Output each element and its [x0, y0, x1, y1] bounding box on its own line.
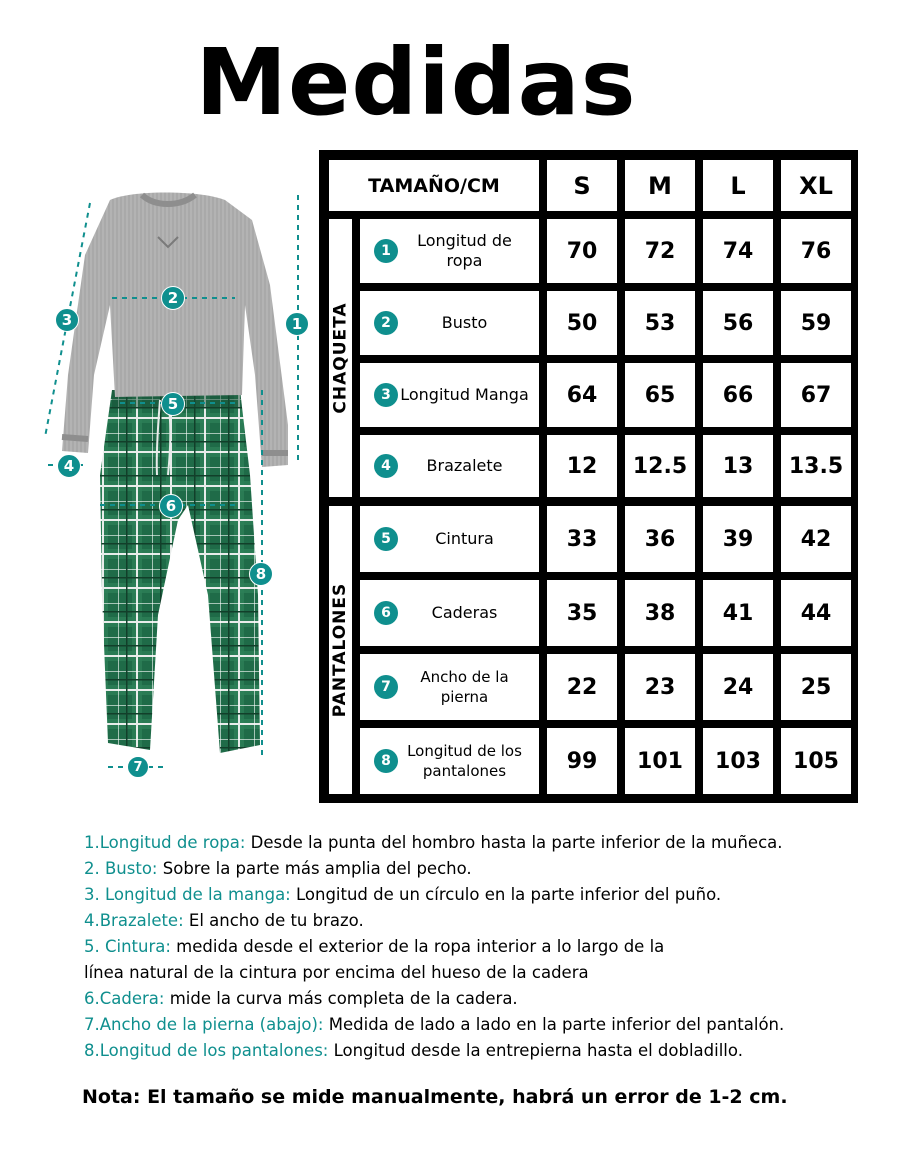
value-cell: 50	[547, 291, 617, 355]
badge-1-icon: 1	[285, 312, 309, 336]
note-line	[84, 960, 884, 986]
note-text: El ancho de tu brazo.	[183, 911, 364, 930]
row-label: Ancho de la pierna	[420, 668, 509, 706]
badge-3-icon: 3	[55, 308, 79, 332]
section-chaqueta	[329, 219, 352, 497]
value-cell: 70	[547, 219, 617, 283]
badge-2-icon: 2	[161, 286, 185, 310]
pajama-illustration	[30, 175, 320, 795]
value-cell: 101	[625, 728, 695, 794]
badge-4-icon: 4	[57, 454, 81, 478]
row-label: Longitud Manga	[400, 385, 529, 404]
row-label-cell	[360, 728, 539, 794]
note-term: 7.Ancho de la pierna (abajo):	[84, 1015, 324, 1034]
value-cell: 64	[547, 363, 617, 427]
row-badge-3-icon: 3	[374, 383, 398, 407]
note-term: 1.Longitud de ropa:	[84, 833, 246, 852]
row-label-cell	[360, 363, 539, 427]
header-size-xl: XL	[781, 160, 851, 211]
measurement-notes	[84, 830, 884, 1064]
row-label-cell	[360, 291, 539, 355]
note-term: 4.Brazalete:	[84, 911, 184, 930]
value-cell: 12.5	[625, 435, 695, 497]
value-cell: 56	[703, 291, 773, 355]
badge-7-icon: 7	[127, 756, 149, 778]
header-size-label: TAMAÑO/CM	[329, 160, 539, 211]
value-cell: 105	[781, 728, 851, 794]
note-text: línea natural de la cintura por encima del hueso de la cadera	[84, 963, 589, 982]
section-pantalones-label: PANTALONES	[330, 582, 351, 718]
badge-6-icon: 6	[159, 494, 183, 518]
value-cell: 22	[547, 654, 617, 720]
size-table	[319, 150, 858, 803]
row-label-cell	[360, 580, 539, 646]
note-term: 3. Longitud de la manga:	[84, 885, 291, 904]
badge-8-icon: 8	[249, 562, 273, 586]
value-cell: 39	[703, 506, 773, 572]
value-cell: 12	[547, 435, 617, 497]
note-line	[84, 1038, 884, 1064]
note-text: Longitud de un círculo en la parte inferior del puño.	[290, 885, 722, 904]
row-badge-7-icon: 7	[374, 675, 398, 699]
note-text: medida desde el exterior de la ropa interior a lo largo de la	[170, 937, 665, 956]
value-cell: 65	[625, 363, 695, 427]
value-cell: 24	[703, 654, 773, 720]
row-badge-6-icon: 6	[374, 601, 398, 625]
note-term: 6.Cadera:	[84, 989, 165, 1008]
note-line	[84, 934, 884, 960]
row-label-cell	[360, 506, 539, 572]
row-label: Brazalete	[426, 456, 503, 475]
value-cell: 74	[703, 219, 773, 283]
note-term: 2. Busto:	[84, 859, 158, 878]
note-line	[84, 830, 884, 856]
section-chaqueta-label: CHAQUETA	[330, 302, 351, 414]
note-line	[84, 986, 884, 1012]
badge-5-icon: 5	[161, 392, 185, 416]
row-badge-1-icon: 1	[374, 239, 398, 263]
value-cell: 13.5	[781, 435, 851, 497]
note-text: Sobre la parte más amplia del pecho.	[157, 859, 472, 878]
value-cell: 33	[547, 506, 617, 572]
note-line	[84, 1012, 884, 1038]
row-badge-5-icon: 5	[374, 527, 398, 551]
pajama-figure	[30, 175, 320, 795]
row-label: Longitud de ropa	[417, 231, 512, 270]
value-cell: 23	[625, 654, 695, 720]
error-note: Nota: El tamaño se mide manualmente, habrá un error de 1-2 cm.	[82, 1086, 788, 1108]
row-label: Busto	[441, 313, 488, 332]
row-label-cell	[360, 435, 539, 497]
value-cell: 59	[781, 291, 851, 355]
note-line	[84, 908, 884, 934]
value-cell: 41	[703, 580, 773, 646]
value-cell: 25	[781, 654, 851, 720]
section-pantalones	[329, 506, 352, 794]
note-line	[84, 882, 884, 908]
value-cell: 67	[781, 363, 851, 427]
page-title: Medidas	[195, 29, 637, 136]
value-cell: 103	[703, 728, 773, 794]
note-term: 8.Longitud de los pantalones:	[84, 1041, 329, 1060]
value-cell: 66	[703, 363, 773, 427]
row-badge-2-icon: 2	[374, 311, 398, 335]
value-cell: 53	[625, 291, 695, 355]
value-cell: 38	[625, 580, 695, 646]
note-line	[84, 856, 884, 882]
note-text: mide la curva más completa de la cadera.	[164, 989, 518, 1008]
value-cell: 99	[547, 728, 617, 794]
header-size-s: S	[547, 160, 617, 211]
row-label: Longitud de los pantalones	[407, 742, 522, 780]
header-size-m: M	[625, 160, 695, 211]
note-text: Desde la punta del hombro hasta la parte inferior de la muñeca.	[245, 833, 783, 852]
value-cell: 36	[625, 506, 695, 572]
value-cell: 13	[703, 435, 773, 497]
note-text: Longitud desde la entrepierna hasta el dobladillo.	[328, 1041, 743, 1060]
value-cell: 44	[781, 580, 851, 646]
row-label: Cintura	[435, 529, 494, 548]
value-cell: 42	[781, 506, 851, 572]
value-cell: 72	[625, 219, 695, 283]
note-term: 5. Cintura:	[84, 937, 171, 956]
value-cell: 35	[547, 580, 617, 646]
row-label-cell	[360, 219, 539, 283]
row-label: Caderas	[431, 603, 498, 622]
row-badge-8-icon: 8	[374, 749, 398, 773]
value-cell: 76	[781, 219, 851, 283]
note-text: Medida de lado a lado en la parte inferior del pantalón.	[323, 1015, 785, 1034]
row-label-cell	[360, 654, 539, 720]
row-badge-4-icon: 4	[374, 454, 398, 478]
header-size-l: L	[703, 160, 773, 211]
